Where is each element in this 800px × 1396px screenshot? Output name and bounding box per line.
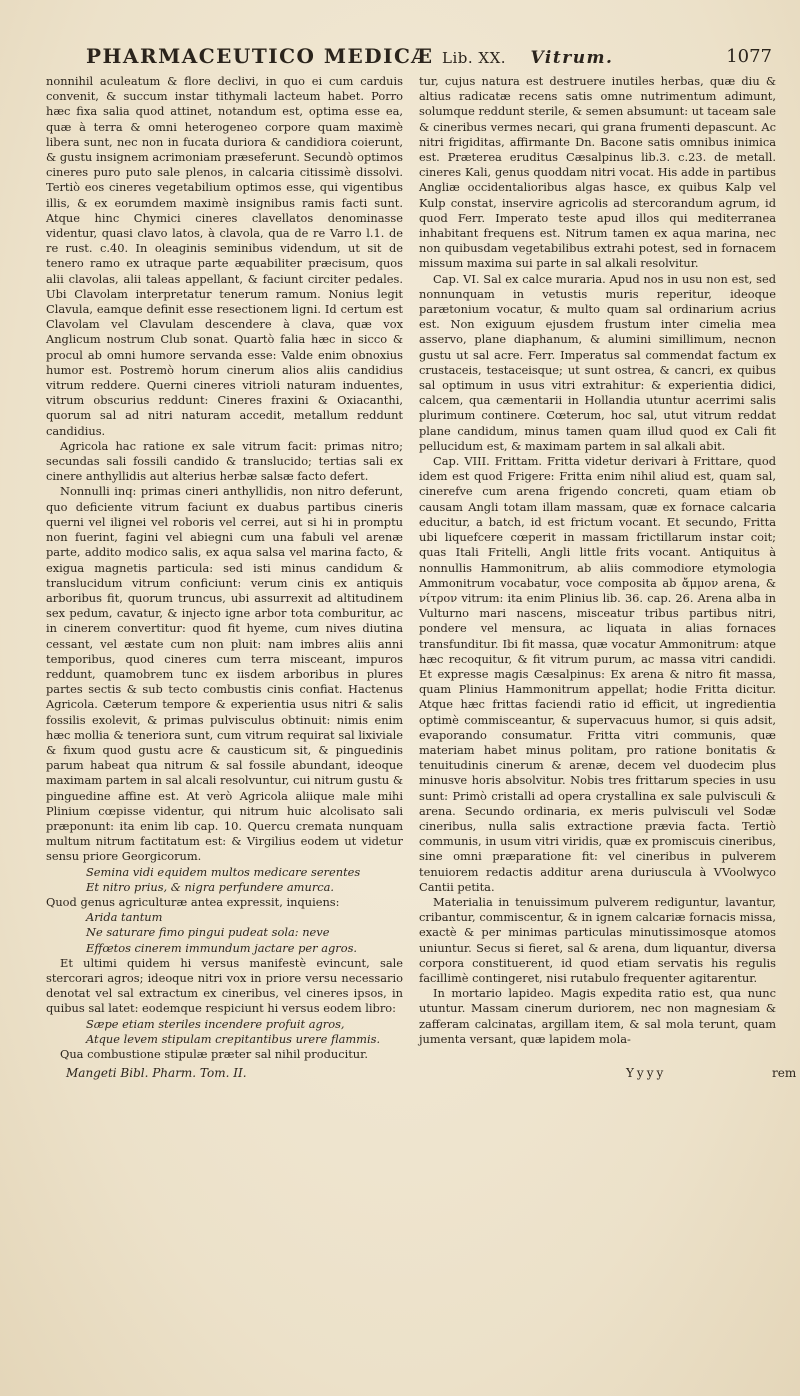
running-title	[86, 44, 613, 68]
verse-line: Atque levem stipulam crepitantibus urere flammis.	[86, 1031, 381, 1046]
paragraph: Nonnulli inq: primas cineri anthyllidis, non nitro deferunt, quo deficiente vitrum faciunt ex duabus partibus cineris querni vel ilignei vel roboris vel cerrei, aut si hi in promptu non fuerint, fagini vel abiegni cum una fabuli vel arenæ parte, addito modico salis, ex aqua salsa vel marina facto, & exigua magnetis particula: sed isti minus candidum & translucidum vitrum conficiunt: verum cinis ex antiquis arboribus fit, quorum truncus, ubi assurrexit ad altitudinem sex pedum, cavatur, & injecto igne arbor tota comburitur, ac in cinerem convertitur: quod fit hyeme, cum nives diutina cessant, vel æstate cum non pluit: nam imbres aliis anni temporibus, quod cineres cum terra misceant, impuros reddunt, quamobrem tunc ex iisdem arboribus in plures partes sectis & sub tecto combustis cinis confiat. Hactenus Agricola. Cæterum tempore & experientia usus nitri & salis fossilis exolevit, & primas pulvisculus obtinuit: nimis enim hæc mollia & teneriora sunt, cum vitrum requirat sal lixiviale & fixum quod gustu acre & causticum sit, & pinguedinis parum habeat qua nitrum & sal fossile abundant, ideoque maximam partem in sal alcali resolvuntur, cui nitrum gustu & pinguedine affine est. At verò Agricola aliique male mihi Plinium cœpisse videntur, qui nitrum huic alcolisato sali præponunt: ita enim lib cap. 10. Quercu cremata nunquam multum nitrum factitatum est: & Virgilius eodem ut videtur sensu priore Georgicorum.	[46, 484, 403, 864]
verse-line: Et nitro prius, & nigra perfundere amurca.	[86, 879, 335, 894]
section-title: Vitrum.	[530, 48, 614, 68]
page-number: 1077	[726, 46, 772, 67]
left-column	[46, 74, 403, 1062]
paragraph: Cap. VI. Sal ex calce muraria. Apud nos in usu non est, sed nonnunquam in vetustis muris reperitur, ideoque parætonium vocatur, & multo quam sal ordinarium acrius est. Non exiguum ejusdem frustum inter cimelia mea asservo, plane diaphanum, & alumini simillimum, necnon gustu ut sal acre. Ferr. Imperatus sal commendat factum ex crustaceis, testaceisque; ut sunt ostrea, & cancri, ex quibus sal optimum in usus vitri extrahitur: & experientia didici, calcem, qua cæmentarii in Hollandia utuntur acerrimi salis plurimum continere. Cœterum, hoc sal, utut vitrum reddat plane candidum, minus tamen quam illud quod ex Cali fit pellucidum est, & maximam partem in sal alkali abit.	[419, 271, 776, 453]
paragraph: Agricola hac ratione ex sale vitrum facit: primas nitro; secundas sali fossili candido & translucido; tertias sali ex cinere anthyllidis aut alterius herbæ salsæ facto defert.	[46, 438, 403, 484]
page-header	[46, 40, 778, 74]
verse-line: Ne saturare fimo pingui pudeat sola: neve	[86, 925, 330, 940]
signature-mark: Yyyy	[626, 1066, 667, 1081]
paragraph: Materialia in tenuissimum pulverem rediguntur, lavantur, cribantur, commiscentur, & in ignem calcariæ fornacis missa, exactè & per minimas particulas minutissimosque atomos uniuntur. Secus si fieret, sal & arena, dum liquantur, diversa corpora constituerent, id quod etiam servatis his regulis facillimè contingeret, nisi rutabulo frequenter agitarentur.	[419, 894, 776, 985]
paragraph: nonnihil aculeatum & flore declivi, in quo ei cum carduis convenit, & succum instar tithymali lacteum habet. Porro hæc fixa salia quod attinet, notandum est, optima esse ea, quæ à terra & omni heterogeneo corpore quam maximè libera sunt, nec non in fucata duriora & candidiora coierunt, & gustu insignem acrimoniam præseferunt. Secundò optimos cineres puro puto sale plenos, in calcaria citissimè dissolvi. Tertiò eos cineres vegetabilium optimos esse, qui vigentibus illis, & ex eorumdem maximè insignibus ramis facti sunt. Atque hinc Chymici cineres clavellatos denominasse videntur, quasi clavo latos, à clavola, qua de re Varro l.1. de re rust. c.40. In oleaginis seminibus videndum, ut sit de tenero ramo ex utraque parte æquabiliter præcisum, quos alii clavolas, alii taleas appellant, & faciunt circiter pedales. Ubi Clavolam interpretatur tenerum ramum. Nonius legit Clavula, eamque definit esse resectionem ligni. Id certum est Clavolam vel Clavulam descendere à clava, quæ vox Anglicum nostrum Club sonat. Quartò falia hæc in sicco & procul ab omni humore servanda esse: Valde enim obnoxius humor est. Postremò horum cinerum alios aliis candidius vitrum reddere. Querni cineres vitrioli naturam induentes, vitrum obscurius reddunt: Cineres fraxini & Oxiacanthi, quorum sal ad nitri naturam accedit, metallum reddunt candidius.	[46, 74, 403, 438]
running-title-text: PHARMACEUTICO MEDICÆ	[86, 44, 434, 68]
paragraph: In mortario lapideo. Magis expedita ratio est, qua nunc utuntur. Massam cinerum duriorem, nec non magnesiam & zafferam calcinatas, argillam item, & sal mola terunt, quam jumenta versant, quæ lapidem mola-	[419, 986, 776, 1046]
paragraph: tur, cujus natura est destruere inutiles herbas, quæ diu & altius radicatæ recens satis omne nutrimentum adimunt, solumque reddunt sterile, & semen absumunt: ut taceam sale & cineribus vermes necari, qui grana frumenti depascunt. Ac nitri frigiditas, affirmante Dn. Bacone satis omnibus inimica est. Præterea eruditus Cæsalpinus lib.3. c.23. de metall. cineres Kali, genus quoddam nitri vocat. His adde in partibus Angliæ occidentalioribus algas hasce, ex quibus Kalp vel Kulp constat, inservire agricolis ad stercorandum agrum, id quod Ferr. Imperato teste apud illos qui mediterranea inhabitant frequens est. Nitrum tamen ex aqua marina, nec non quibusdam vegetabilibus extrahi potest, sed in fornacem missum maxima sui parte in sal alkali resolvitur.	[419, 74, 776, 271]
paragraph: Qua combustione stipulæ præter sal nihil producitur.	[60, 1047, 368, 1061]
verse-line: Arida tantum	[86, 910, 163, 925]
paragraph: Et ultimi quidem hi versus manifestè evincunt, sale stercorari agros; ideoque nitri vox in priore versu necessario denotat vel sal extractum ex cineribus, vel cineres ipsos, in quibus sal latet: eodemque respiciunt hi versus eodem libro:	[46, 955, 403, 1016]
verse-line: Sæpe etiam steriles incendere profuit agros,	[86, 1016, 345, 1031]
verse-line: Effœtos cinerem immundum jactare per agros.	[86, 940, 358, 955]
catchword: rem	[772, 1066, 797, 1081]
paragraph: Cap. VIII. Frittam. Fritta videtur derivari à Frittare, quod idem est quod Frigere: Fritta enim nihil aliud est, quam sal, cinerefve cum arena frigendo concreti, quam etiam ob causam Angli totam illam massam, quæ ex fornace calcaria educitur, a batch, id est frictum vocant. Et secundo, Fritta ubi liquefcere cœperit in massam frictillarum instar coit; quas Itali Fritelli, Angli little frits vocant. Antiquitus à nonnullis Hammonitrum, ab aliis commodiore etymologia Ammonitrum vocabatur, voce composita ab ἄμμον arena, & νίτρον vitrum: ita enim Plinius lib. 36. cap. 26. Arena alba in Vulturno mari nascens, misceatur tribus partibus nitri, pondere vel mensura, ac liquata in alias fornaces transfunditur. Ibi fit massa, quæ vocatur Ammonitrum: atque hæc recoquitur, & fit vitrum purum, ac massa vitri candidi. Et expresse magis Cæsalpinus: Ex arena & nitro fit massa, quam Plinius Hammonitrum appellat; hodie Fritta dicitur. Atque hæc frittas faciendi ratio id efficit, ut ingredientia optimè commisceantur, & supervacuus humor, si quis adsit, evaporando consumatur. Fritta vitri communis, quæ materiam habet minus politam, pro ratione bonitatis & tenuitudinis cinerum & arenæ, decem vel duodecim plus minusve horis absolvitur. Nobis tres frittarum species in usu sunt: Primò cristalli ad opera crystallina ex sale pulvisculi & arena. Secundo ordinaria, ex meris pulvisculi vel Sodæ cineribus, nulla salis extractione prævia facta. Tertiò communis, in usum vitri viridis, quæ ex promiscuis cineribus, sine omni præparatione fit: vel cineribus in pulverem tenuiorem redactis additur arena duriuscula à VVoolwyco Cantii petita.	[419, 454, 776, 894]
text-columns	[46, 74, 778, 1062]
book-number: Lib. XX.	[442, 49, 507, 67]
verse-line: Semina vidi equidem multos medicare serentes	[86, 864, 361, 879]
paragraph: Quod genus agriculturæ antea expressit, inquiens:	[46, 894, 340, 909]
signature-note: Mangeti Bibl. Pharm. Tom. II.	[66, 1066, 247, 1081]
right-column	[419, 74, 776, 1062]
page-footer	[46, 1066, 797, 1086]
